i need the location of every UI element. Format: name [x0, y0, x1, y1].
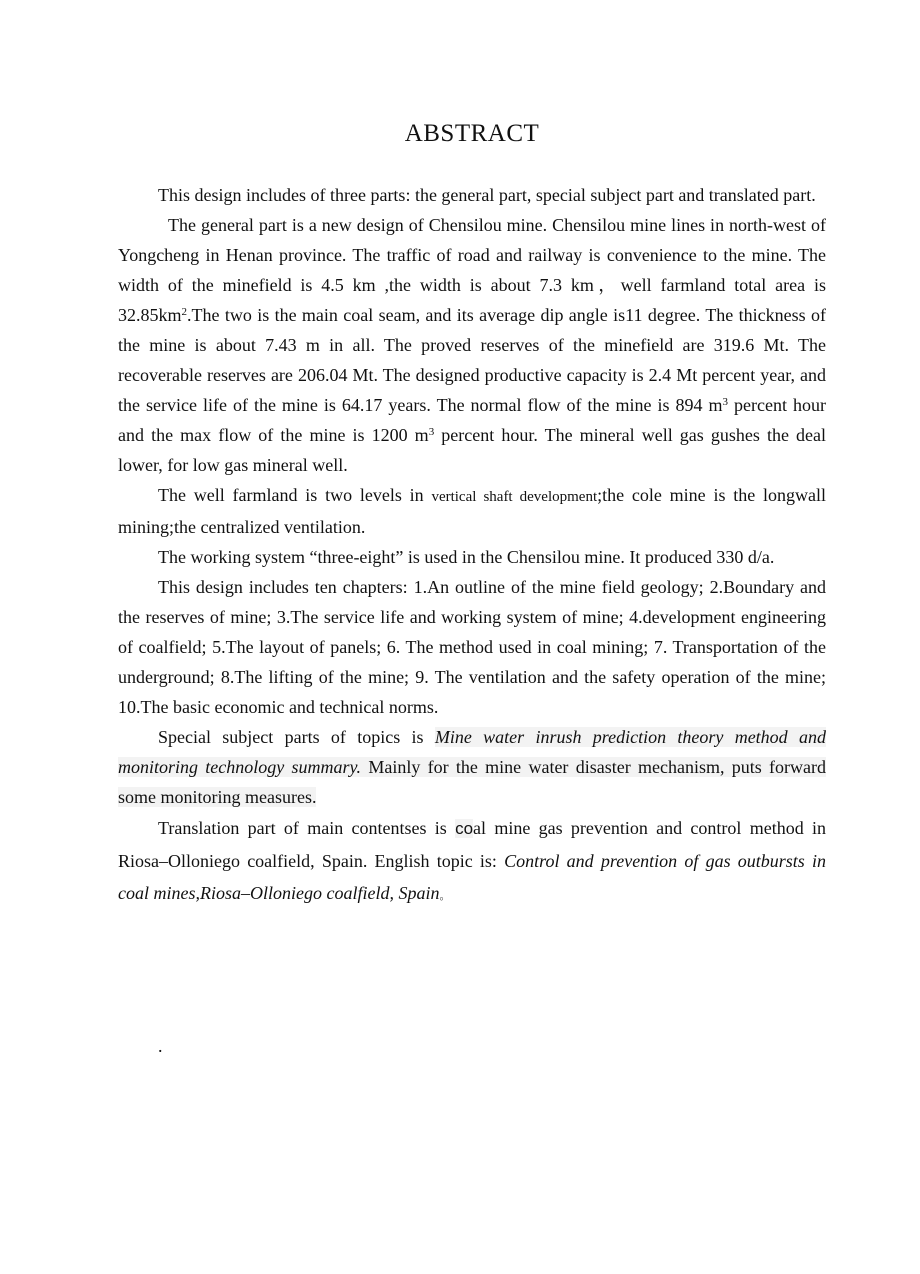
paragraph-text: percent hour. The mineral well gas gushes the deal lower, for low gas mineral well. [118, 425, 826, 475]
paragraph-text: percent hour and the max flow of the mine is 1200 m [118, 395, 826, 445]
abstract-body [118, 180, 826, 912]
paragraph-special-subject [118, 722, 826, 812]
paragraph-small-text: vertical shaft development [431, 489, 598, 505]
paragraph-text: Special subject parts of topics is [158, 727, 435, 747]
paragraph-text: al mine gas prevention and control method in Riosa–Olloniego coalfield, Spain. English topic is: [118, 818, 826, 871]
paragraph-text: .The two is the main coal seam, and its average dip angle is11 degree. The thickness of the mine is about 7.43 m in all. The proved reserves of the minefield are 319.6 Mt. The recoverable reserves are 206.04 Mt. The designed productive capacity is 2.4 Mt percent year, and the service life of the mine is 64.17 years. The normal flow of the mine is 894 m [118, 305, 826, 415]
paragraph-text: Mainly for the mine water disaster mechanism, puts forward some monitoring measures. [118, 757, 827, 807]
trailing-period: . [158, 1036, 163, 1056]
highlighted-text: co [455, 819, 474, 838]
paragraph-working-system [118, 542, 826, 572]
paragraph-text: ;the cole mine is the longwall mining;the centralized ventilation. [118, 485, 827, 537]
paragraph-development [118, 480, 826, 542]
paragraph-text: This design includes of three parts: the general part, special subject part and translated part. [158, 185, 816, 205]
paragraph-text: The working system “three-eight” is used in the Chensilou mine. It produced 330 d/a. [158, 547, 775, 567]
translation-block [118, 812, 826, 912]
paragraph-chapters [118, 572, 826, 722]
paragraph-text: The general part is a new design of Chensilou mine. Chensilou mine lines in north-west of Yongcheng in Henan province. The traffic of road and railway is convenience to the mine. The width of the minefield is 4.5 km ,the width is about 7.3 km，well farmland total area is 32.85km [118, 215, 826, 325]
superscript: 2 [181, 306, 188, 318]
paragraph-text: Translation part of main contentses is [158, 818, 456, 838]
paragraph-overview [118, 180, 826, 210]
paragraph-general-part [118, 210, 826, 480]
page-title: ABSTRACT [404, 120, 540, 147]
superscript: 3 [722, 396, 729, 408]
ending-mark: 。 [439, 890, 451, 902]
paragraph-translation [118, 812, 826, 912]
superscript: 3 [428, 426, 435, 438]
paragraph-text: This design includes ten chapters: 1.An outline of the mine field geology; 2.Boundary and the reserves of mine; 3.The service life and working system of mine; 4.development engineering of coalfield; 5.The layout of panels; 6. The method used in coal mining; 7. Transportation of the underground; 8.The lifting of the mine; 9. The ventilation and the safety operation of the mine; 10.The basic economic and technical norms. [118, 577, 826, 717]
paragraph-text: The well farmland is two levels in [158, 485, 432, 505]
translation-topic-title: Control and prevention of gas outbursts in coal mines,Riosa–Olloniego coalfield, Spain [118, 851, 826, 903]
special-topic-title: Mine water inrush prediction theory method and monitoring technology summary. [118, 727, 826, 777]
